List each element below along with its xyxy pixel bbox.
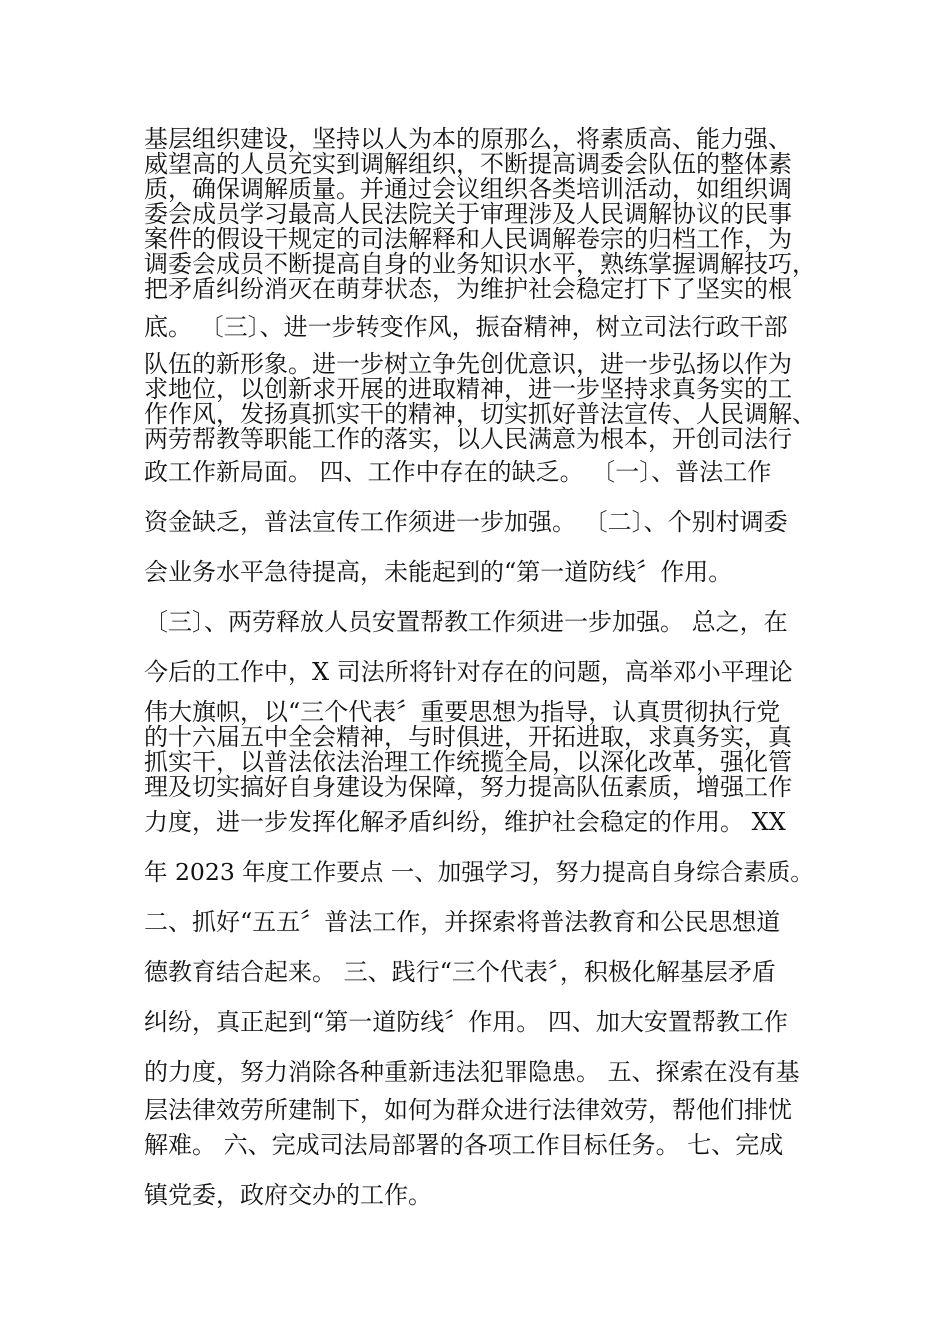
text-line: 求地位，以创新求开展的进取精神，进一步坚持求真务实的工 xyxy=(144,375,792,403)
text-line: 层法律效劳所建制下，如何为群众进行法律效劳，帮他们排忧 xyxy=(144,1096,792,1124)
text-line: 抓实干，以普法依法治理工作统揽全局，以深化改革，强化管 xyxy=(144,748,792,776)
text-line: 解难。 六、完成司法局部署的各项工作目标任务。 七、完成 xyxy=(144,1131,784,1159)
text-line: 的十六届五中全会精神，与时俱进，开拓进取，求真务实，真 xyxy=(144,723,792,751)
text-line: 政工作新局面。 四、工作中存在的缺乏。 〔一〕、普法工作 xyxy=(144,458,772,486)
text-line: 年 2023 年度工作要点 一、加强学习，努力提高自身综合素质。 xyxy=(144,858,814,886)
text-line: 威望高的人员充实到调解组织，不断提高调委会队伍的整体素 xyxy=(144,150,792,178)
text-line: 镇党委，政府交办的工作。 xyxy=(144,1181,432,1209)
text-line: 委会成员学习最高人民法院关于审理涉及人民调解协议的民事 xyxy=(144,200,792,228)
text-line: 作作风，发扬真抓实干的精神，切实抓好普法宣传、人民调解、 xyxy=(144,400,816,428)
text-line: 理及切实搞好自身建设为保障，努力提高队伍素质，增强工作 xyxy=(144,773,792,801)
text-line: 德教育结合起来。 三、践行“三个代表〞，积极化解基层矛盾 xyxy=(144,958,776,986)
text-line: 今后的工作中，X 司法所将针对存在的问题，高举邓小平理论 xyxy=(144,658,793,686)
text-line: 两劳帮教等职能工作的落实，以人民满意为根本，开创司法行 xyxy=(144,425,792,453)
text-line: 调委会成员不断提高自身的业务知识水平，熟练掌握调解技巧， xyxy=(144,250,816,278)
text-line: 把矛盾纠纷消灭在萌芽状态，为维护社会稳定打下了坚实的根 xyxy=(144,275,792,303)
text-line: 会业务水平急待提高，未能起到的“第一道防线〞作用。 xyxy=(144,558,733,586)
text-line: 二、抓好“五五〞普法工作，并探索将普法教育和公民思想道 xyxy=(144,908,781,936)
text-line: 案件的假设干规定的司法解释和人民调解卷宗的归档工作，为 xyxy=(144,225,792,253)
text-line: 力度，进一步发挥化解矛盾纠纷，维护社会稳定的作用。 XX xyxy=(144,808,786,836)
text-line: 纠纷，真正起到“第一道防线〞作用。 四、加大安置帮教工作 xyxy=(144,1008,788,1036)
text-line: 队伍的新形象。进一步树立争先创优意识，进一步弘扬以作为 xyxy=(144,350,792,378)
text-line: 的力度，努力消除各种重新违法犯罪隐患。 五、探索在没有基 xyxy=(144,1058,800,1086)
text-line: 伟大旗帜，以“三个代表〞重要思想为指导，认真贯彻执行党 xyxy=(144,698,781,726)
text-line: 质，确保调解质量。并通过会议组织各类培训活动，如组织调 xyxy=(144,175,792,203)
text-line: 〔三〕、两劳释放人员安置帮教工作须进一步加强。 总之，在 xyxy=(144,608,788,636)
text-line: 基层组织建设，坚持以人为本的原那么，将素质高、能力强、 xyxy=(144,125,792,153)
text-line: 底。 〔三〕、进一步转变作风，振奋精神，树立司法行政干部 xyxy=(144,313,788,341)
text-line: 资金缺乏，普法宣传工作须进一步加强。 〔二〕、个别村调委 xyxy=(144,508,788,536)
